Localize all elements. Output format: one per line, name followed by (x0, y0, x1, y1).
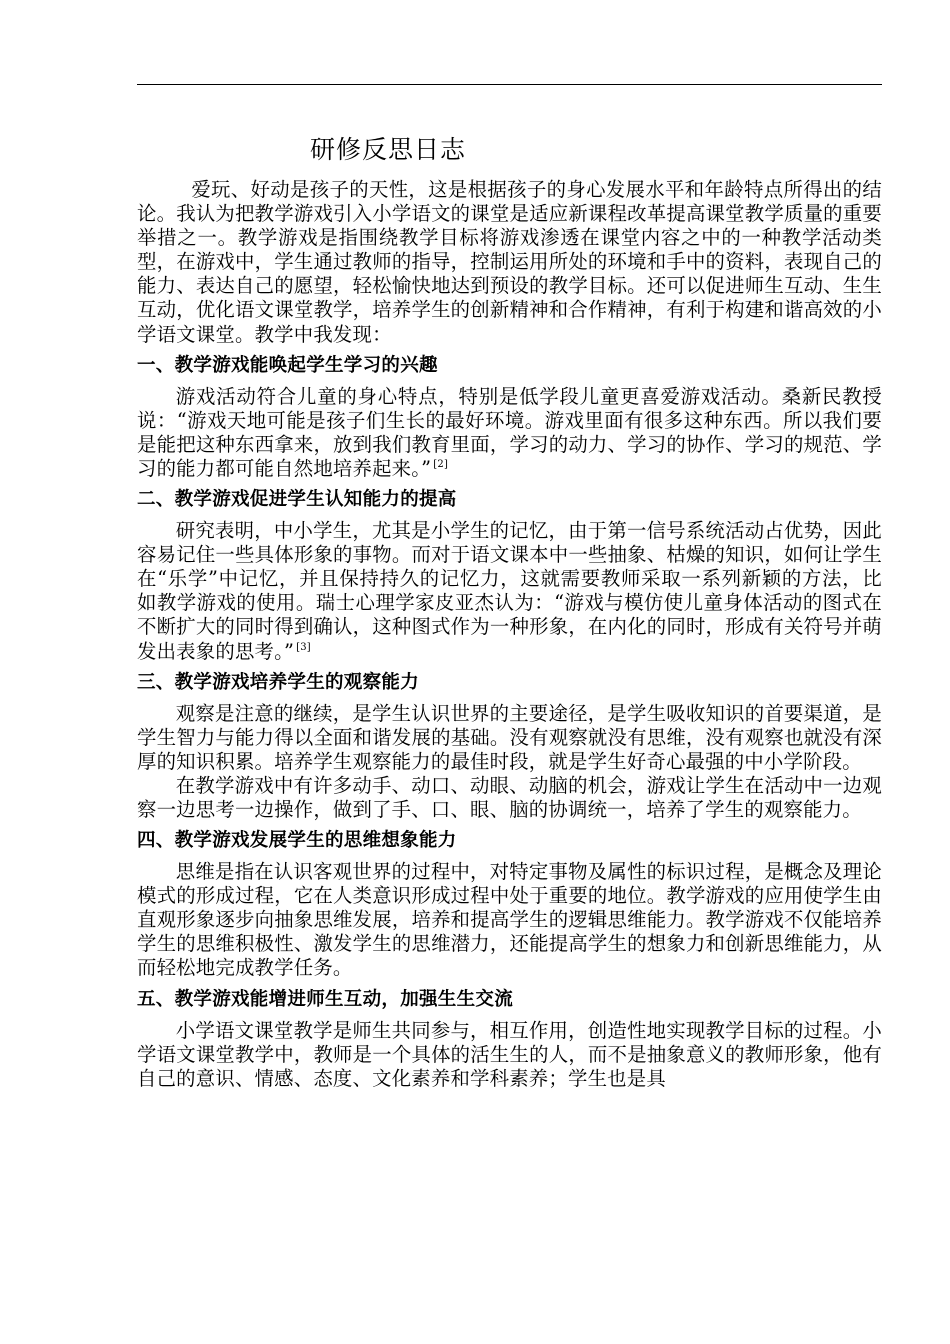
section-3-heading: 三、教学游戏培养学生的观察能力 (137, 671, 420, 693)
document-title: 研修反思日志 (310, 135, 467, 164)
intro-paragraph: 爱玩、好动是孩子的天性，这是根据孩子的身心发展水平和年龄特点所得出的结论。我认为把教学游戏引入小学语文的课堂是适应新课程改革提高课堂教学质量的重要举措之一。教学游戏是指围绕教学目标将游戏渗透在课堂内容之中的一种教学活动类型，在游戏中，学生通过教师的指导，控制运用所处的环境和手中的资料，表现自己的能力、表达自己的愿望，轻松愉快地达到预设的教学目标。还可以促进师生互动、生生互动，优化语文课堂教学，培养学生的创新精神和合作精神，有利于构建和谐高效的小学语文课堂。教学中我发现： (137, 178, 882, 346)
section-1-heading: 一、教学游戏能唤起学生学习的兴趣 (137, 354, 438, 376)
section-5-heading: 五、教学游戏能增进师生互动，加强生生交流 (137, 988, 514, 1010)
section-3-paragraph-1: 观察是注意的继续，是学生认识世界的主要途径，是学生吸收知识的首要渠道，是学生智力与能力得以全面和谐发展的基础。没有观察就没有思维，没有观察也就没有深厚的知识积累。培养学生观察能力的最佳时段，就是学生好奇心最强的中小学阶段。 (137, 701, 882, 773)
section-3-paragraph-2: 在教学游戏中有许多动手、动口、动眼、动脑的机会，游戏让学生在活动中一边观察一边思考一边操作，做到了手、口、眼、脑的协调统一，培养了学生的观察能力。 (137, 773, 882, 821)
citation-2: [2] (433, 459, 449, 471)
section-1-paragraph (137, 385, 882, 481)
section-2-text: 研究表明，中小学生，尤其是小学生的记忆，由于第一信号系统活动占优势，因此容易记住一些具体形象的事物。而对于语文课本中一些抽象、枯燥的知识，如何让学生在“乐学”中记忆，并且保持持久的记忆力，这就需要教师采取一系列新颖的方法，比如教学游戏的使用。瑞士心理学家皮亚杰认为：“游戏与模仿使儿童身体活动的图式在不断扩大的同时得到确认，这种图式作为一种形象，在内化的同时，形成有关符号并萌发出表象的思考。” (137, 519, 882, 663)
section-2-paragraph (137, 519, 882, 664)
document-body (137, 128, 882, 1091)
header-rule (137, 84, 882, 85)
section-1-text: 游戏活动符合儿童的身心特点，特别是低学段儿童更喜爱游戏活动。桑新民教授说：“游戏天地可能是孩子们生长的最好环境。游戏里面有很多这种东西。所以我们要是能把这种东西拿来，放到我们教育里面，学习的动力、学习的协作、学习的规范、学习的能力都可能自然地培养起来。” (137, 384, 882, 480)
section-5-paragraph: 小学语文课堂教学是师生共同参与，相互作用，创造性地实现教学目标的过程。小学语文课堂教学中，教师是一个具体的活生生的人，而不是抽象意义的教师形象，他有自己的意识、情感、态度、文化素养和学科素养；学生也是具 (137, 1018, 882, 1090)
section-2-heading: 二、教学游戏促进学生认知能力的提高 (137, 489, 457, 511)
section-4-heading: 四、教学游戏发展学生的思维想象能力 (137, 830, 457, 852)
citation-3: [3] (296, 642, 311, 654)
section-4-paragraph: 思维是指在认识客观世界的过程中，对特定事物及属性的标识过程，是概念及理论模式的形成过程，它在人类意识形成过程中处于重要的地位。教学游戏的应用使学生由直观形象逐步向抽象思维发展，培养和提高学生的逻辑思维能力。教学游戏不仅能培养学生的思维积极性、激发学生的思维潜力，还能提高学生的想象力和创新思维能力，从而轻松地完成教学任务。 (137, 860, 882, 980)
